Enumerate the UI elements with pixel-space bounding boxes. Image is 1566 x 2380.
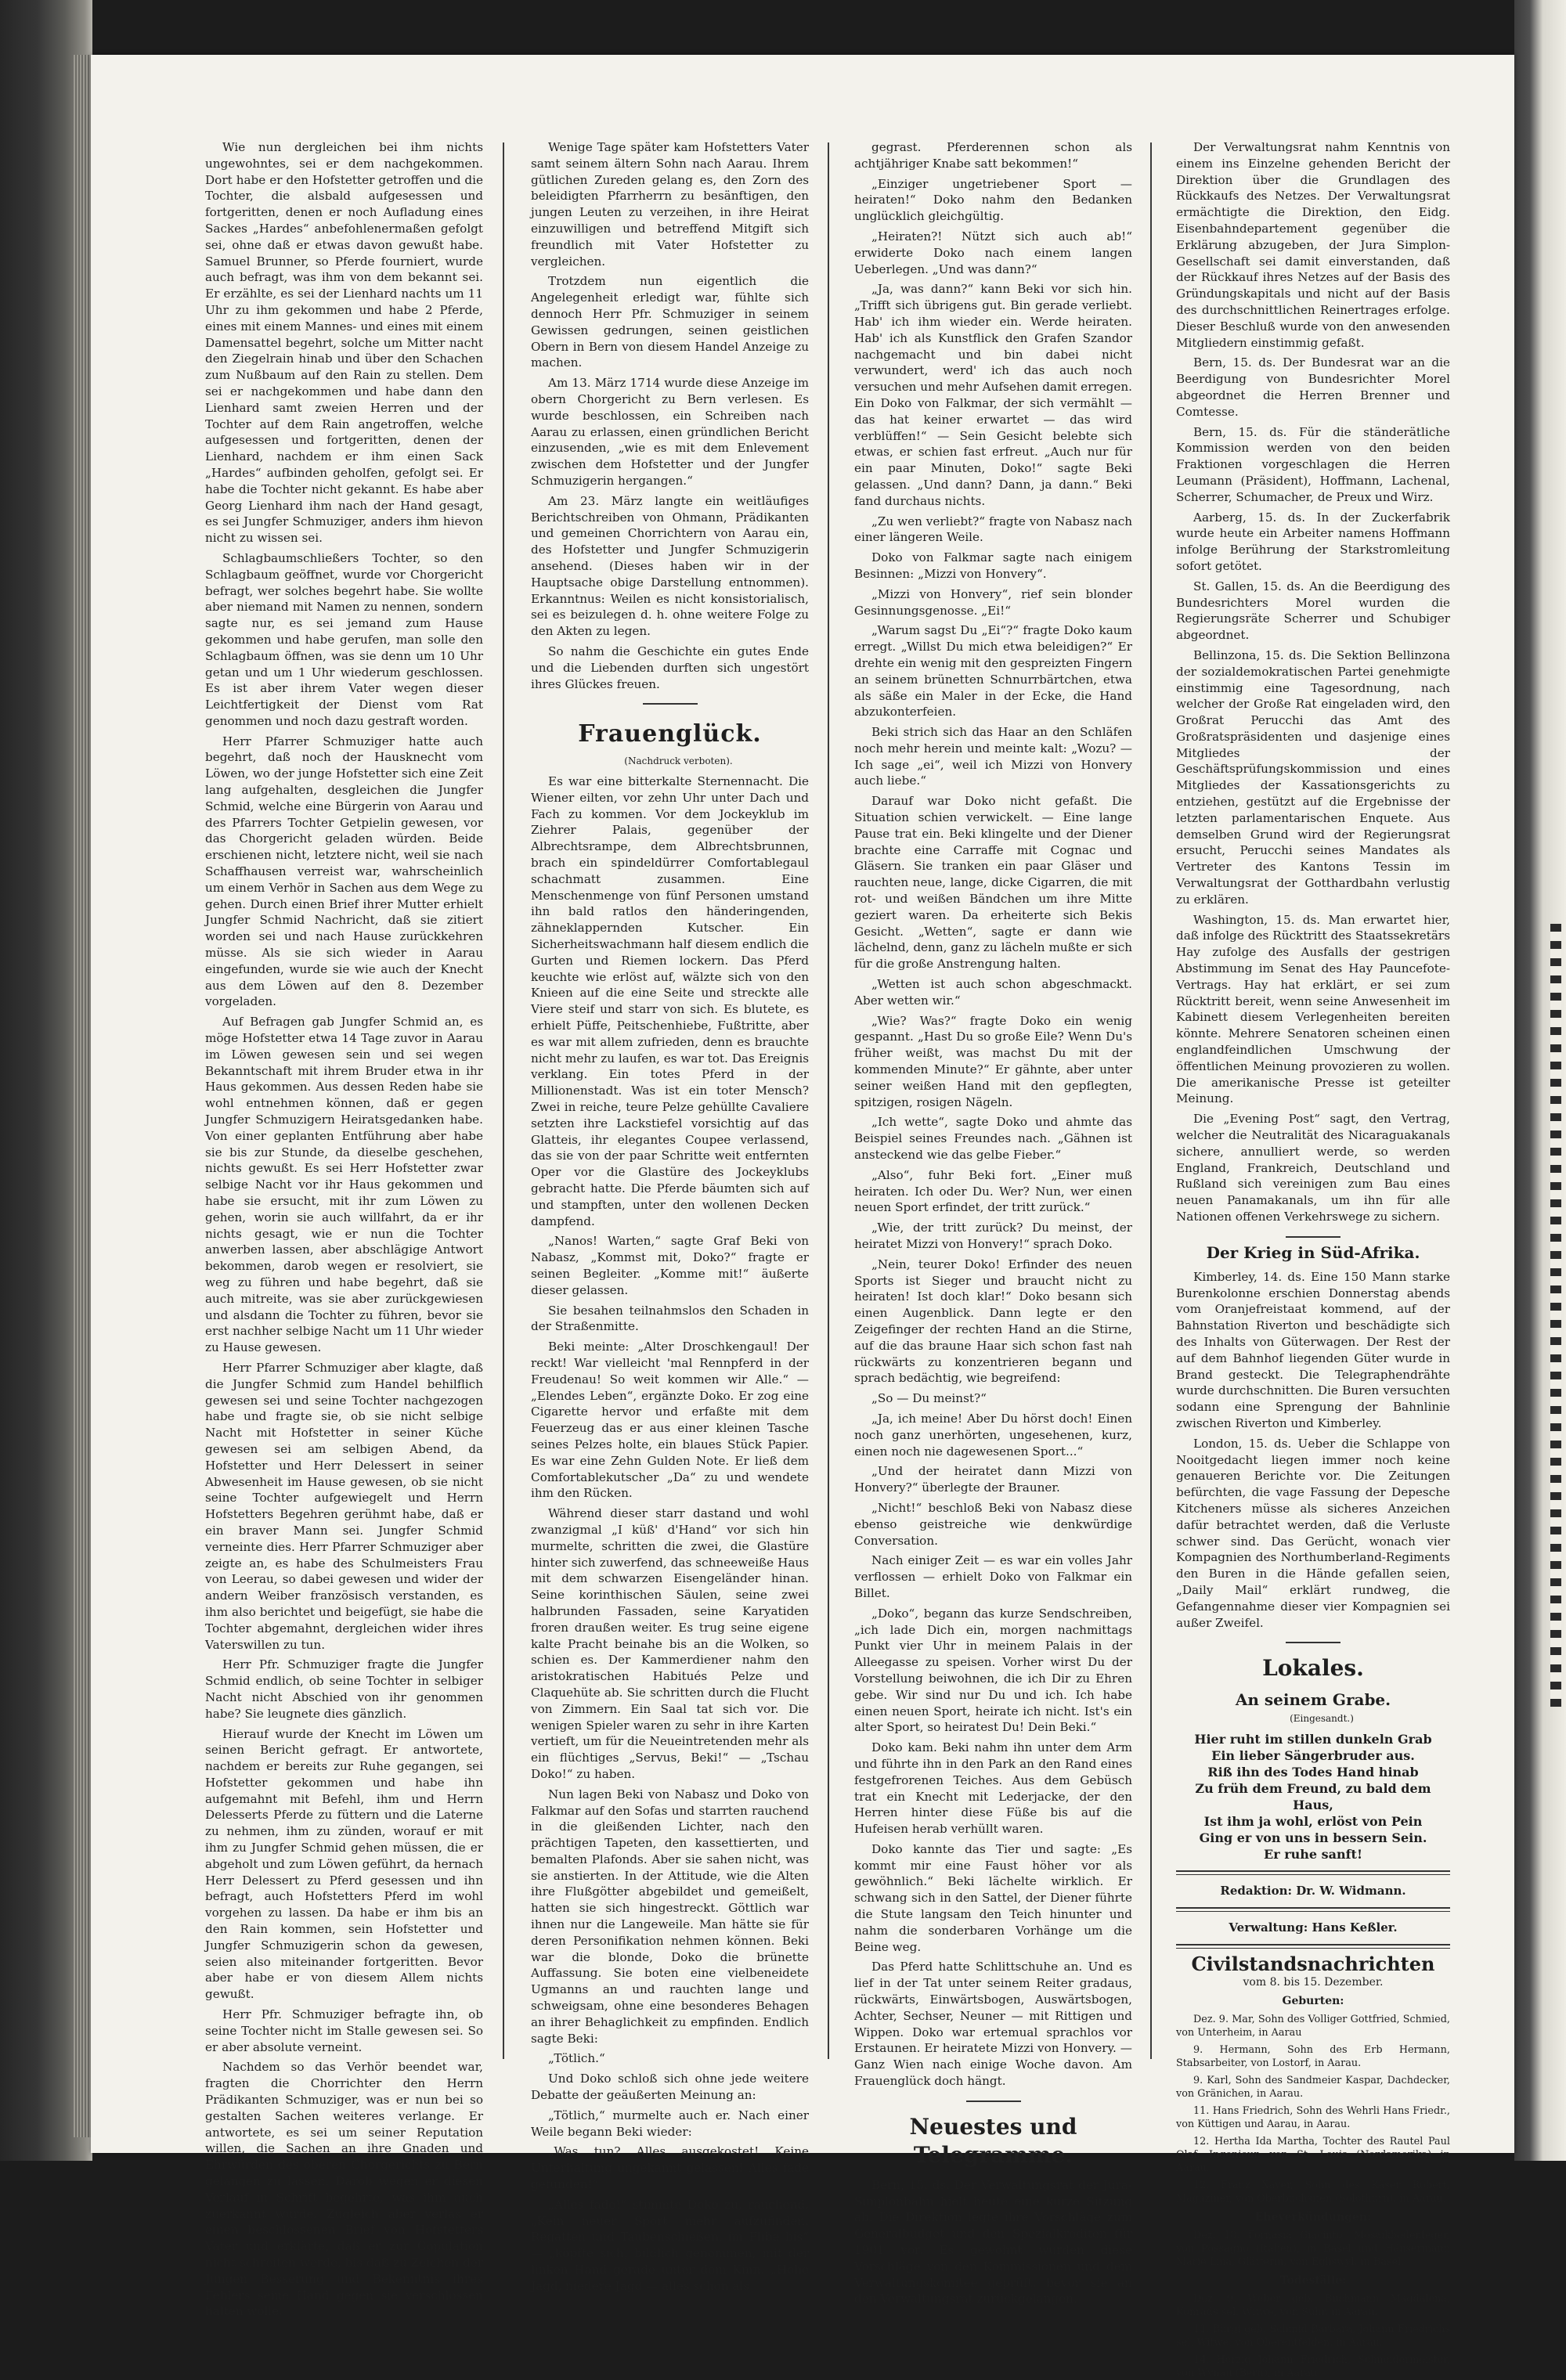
paragraph: Bern, 15. ds. Für die ständerätliche Kommission werden von den beiden Fraktionen vorgeschlagen die Herren Leumann (Präsident), Hoffmann, Lachenal, Scherrer, Schumacher, de Preux und Wirz.	[1176, 424, 1450, 504]
civil-entry: Dez. 9. Weber geb. Buchmann Magdalena, Konrads sel. Witwe, von Suhr, in Aarau.	[1176, 2292, 1450, 2318]
paragraph: Das Pferd hatte Schlittschuhe an. Und es lief in der Tat unter seinem Reiter gradaus, rückwärts, Einwärtsbogen, Auswärtsbogen, Achter, Sechser, Neuner — mit Rittigen und Wippen. Doko war ertemual sprachlos vor Erstaunen. Er heiratete Mizzi von Honvery. — Ganz Wien nach einige Woche davon. Am Frauenglück doch hängt.	[854, 1960, 1132, 2089]
poem-line: Ein lieber Sängerbruder aus.	[1211, 1748, 1415, 1764]
paragraph: Darauf war Doko nicht gefaßt. Die Situation schien verwickelt. — Eine lange Pause trat ein. Beki klingelte und der Diener brachte eine Carraffe mit Cognac und Gläsern. Sie tranken ein paar Gläser und rauchten neue, lange, dicke Cigarren, die mit rot- und weißen Bändchen um ihre Mitte geziert waren. Da erheiterte sich Bekis Gesicht. „Wetten“, sagte er dann wie lächelnd, denn, ganz zu lächeln mußte er sich für die große Anstrengung halten.	[854, 794, 1132, 972]
separator-rule	[643, 703, 698, 705]
paragraph: So nahm die Geschichte ein gutes Ende und die Liebenden durften sich ungestört ihres Glückes freuen.	[531, 644, 809, 691]
paragraph: Herr Pfr. Schmuziger fragte die Jungfer Schmid endlich, ob seine Tochter in selbiger Nacht nicht Abschied von ihr genommen habe? Sie leugnete dies gänzlich.	[205, 1657, 483, 1721]
civil-entry: 12. Hertha Ida Martha, Tochter des Rautel Paul Olaf, Ingenieur, von St. Louis (Nordamerika) in Aarau.	[1176, 2136, 1450, 2175]
paragraph: „Und der heiratet dann Mizzi von Honvery?“ überlegte der Brauner.	[854, 1464, 1132, 1495]
paragraph: „Nein, teurer Doko! Erfinder des neuen Sports ist Sieger und braucht nicht zu heiraten! Ist doch klar!“ Doko besann sich einen Augenblick. Dann legte er den Zeigefinger der rechten Hand an die Stirne, auf die das braune Haar sich schon fast nah rückwärts zu konzentrieren begann und sprach bedächtig, wie begreifend:	[854, 1257, 1132, 1386]
paragraph: „Warum sagst Du „Ei“?“ fragte Doko kaum erregt. „Willst Du mich etwa beleidigen?“ Er drehte ein wenig mit den gespreizten Fingern an seinem brünetten Schnurrbärtchen, etwa als säße ein Maler in der Ecke, die Hand abzukonterfeien.	[854, 623, 1132, 719]
paragraph: „Heiraten?! Nützt sich auch ab!“ erwiderte Doko nach einem langen Ueberlegen. „Und was dann?“	[854, 229, 1132, 276]
paragraph: „Mizzi von Honvery“, rief sein blonder Gesinnungsgenosse. „Ei!“	[854, 586, 1132, 618]
column-4	[1176, 139, 1450, 2379]
editor-line: Redaktion: Dr. W. Widmann.	[1220, 1884, 1406, 1899]
war-section-title: Der Krieg in Süd-Afrika.	[1206, 1242, 1420, 1262]
story-title: Frauenglück.	[578, 720, 762, 748]
newspaper-page	[91, 55, 1514, 2379]
paragraph: „Ja, was dann?“ kann Beki vor sich hin. „Trifft sich übrigens gut. Bin gerade verliebt. Hab' ich ihm wieder ein. Werde heiraten. Hab' ich als Kunstflick den Grafen Szandor nachgemacht und bin dabei nicht verwundert, werd' ich das auch noch versuchen und mehr Aufsehen damit erregen. Ein Doko von Falkmar, der sich vermählt — das hat keiner erwartet — das wird verblüffen!“ — Sein Gesicht belebte sich etwas, er schien fast erfreut. „Auch nur für ein paar Minuten, Doko!“ sagte Beki gelassen. „Und dann? Dann, ja dann.“ Beki fand durchaus nichts.	[854, 282, 1132, 508]
paragraph: Doko kam. Beki nahm ihn unter dem Arm und führte ihn in den Park an den Rand eines festgefrorenen Teiches. Aus dem Gebüsch trat ein Knecht mit Lederjacke, der den Herren hinter diese Füße bis auf die Hufeisen herab verhüllt waren.	[854, 1740, 1132, 1837]
civil-records-range: vom 8. bis 15. Dezember.	[1243, 1975, 1384, 1989]
publisher-line: Verwaltung: Hans Keßler.	[1229, 1920, 1398, 1935]
paragraph: Beki strich sich das Haar an den Schläfen noch mehr herein und meinte kalt: „Wozu? — Ich sage „ei“, weil ich Mizzi von Honvery auch liebe.“	[854, 725, 1132, 788]
column-rule	[1150, 142, 1152, 2059]
poem-line: Hier ruht im stillen dunkeln Grab	[1194, 1732, 1432, 1747]
paragraph: Herr Pfr. Schmuziger befragte ihn, ob seine Tochter nicht im Stalle gewesen sei. So er aber absolute verneint.	[205, 2007, 483, 2054]
paragraph: „Tötlich.“	[548, 2051, 605, 2066]
paragraph: Washington, 15. ds. Man erwartet hier, daß infolge des Rücktritt des Staatssekretärs Hay zufolge des Ausfalls der gestrigen Abstimmung im Senat des Hay Pauncefote-Vertrags. Hay hat erklärt, er sei zum Rücktritt bereit, wenn seine Anwesenheit im Kabinett diesem Verlegenheiten bereiten könnte. Mehrere Senatoren scheinen einen englandfeindlichen Umschwung der öffentlichen Meinung provozieren zu wollen. Die amerikanische Presse ist geteilter Meinung.	[1176, 912, 1450, 1106]
paragraph: Bern, 15. ds. Der Verwaltungsrat der Jura-Simplonbahn hielt heute eine kurze Sitzung ab. Die Direktion legte ihre Vorschläge zum Generalbudget und den Spezialkrediten für 1901 vor. Es gewohnt wurden diese Vorschläge von den Kommissionen und dem Verwaltungskomitee geprüft, bevor sie an den Verwaltungsrat zurückgelangen.	[854, 2177, 1132, 2306]
paragraph: Doko kannte das Tier und sagte: „Es kommt mir eine Faust höher vor als gewöhnlich.“ Beki lächelte wirklich. Er schwang sich in den Sattel, der Diener führte die Stute langsam den Teich hinunter und nahm die sonderbaren Vorhänge um die Beine weg.	[854, 1841, 1132, 1954]
deaths-heading: Todesfälle:	[1279, 2274, 1347, 2287]
civil-entry: 11. Bürgi geb. Schmid Barbara, Johann Friedrichs sel. Witwe, von Oberentfelden, in Aarau.	[1176, 2323, 1450, 2349]
paragraph: „Was tun? Alles ausgekostet! Keine Unterhaltung ungekannt gelassen! Alles fade gefunden!“	[531, 2144, 809, 2192]
paragraph: Kimberley, 14. ds. Eine 150 Mann starke Burenkolonne erschien Donnerstag abends vom Oranjefreistaat kommend, auf der Bahnstation Riverton und beschädigte sich des Inhalts von Güterwagen. Der Rest der auf dem Bahnhof liegenden Güter wurde in Brand gesteckt. Die Telegraphendrähte wurde durchschnitten. Die Buren versuchten sodann eine Sprengung der Bahnlinie zwischen Riverton und Kimberley.	[1176, 1269, 1450, 1430]
paragraph: „Alles fade!“ stimmte Doko zu, rauchend. „Kein neuer Sport mehr aufzufinden. Regatten und Taubenschießen, im Flibe bis“ — „köpfte sich, bildlich genommen, mit der linken Hand gerade unter dem Kinn. „Hohe Jagd, niedere Jagd — alles schon als	[531, 2197, 809, 2293]
paragraph: Sie besahen teilnahmslos den Schaden in der Straßenmitte.	[531, 1303, 809, 1334]
column-rule	[503, 142, 504, 2059]
paragraph: „Einziger ungetriebener Sport — heiraten!“ Doko nahm den Bedanken unglücklich gleichgültig.	[854, 176, 1132, 224]
column-rule	[828, 142, 829, 2059]
poem-line: Riß ihn des Todes Hand hinab	[1207, 1765, 1419, 1780]
column-3	[854, 139, 1132, 2306]
paragraph: Wie nun dergleichen bei ihm nichts ungewohntes, sei er dem nachgekommen. Dort habe er den Hofstetter getroffen und die Tochter, die alsbald aufgesessen und fortgeritten, denen er noch Aufladung eines Sackes „Hardes“ anbefohlenermaßen gefolgt sei, ohne daß er etwas davon gewußt habe. Samuel Brunner, so Pferde fourniert, wurde auch befragt, was ihm von dem bekannt sei. Er erzählte, es sei der Lienhard nachts um 11 Uhr zu ihm gekommen und habe 2 Pferde, eines mit einem Mannes- und eines mit einem Damensattel begehrt, solche um Mitter nacht den Ziegelrain hinab und über den Schachen zum Nußbaum auf den Rain zu stellen. Dem sei er nachgekommen und habe dann den Lienhard samt zweien Herren und der Tochter auf dem Rain angetroffen, welche aufgesessen und fortgeritten, denen der Lienhard, nachdem er ihm einen Sack „Hardes“ aufbinden geholfen, gefolgt sei. Er habe die Tochter nicht gekannt. Es habe aber Georg Lienhard ihm nach der Hand gesagt, es sei Jungfer Schmuziger, anders ihm hievon nicht zu wissen sei.	[205, 140, 483, 546]
paragraph: „Wetten ist auch schon abgeschmackt. Aber wetten wir.“	[854, 977, 1132, 1008]
lokales-title: Lokales.	[1262, 1655, 1364, 1682]
paragraph: Am 13. März 1714 wurde diese Anzeige im obern Chorgericht zu Bern verlesen. Es wurde beschlossen, ein Schreiben nach Aarau zu erlassen, einen gründlichen Bericht einzusenden, „wie es mit dem Enlevement zwischen dem Hofstetter und der Jungfer Schmuzigerin hergangen.“	[531, 376, 809, 488]
paragraph: „Ja, ich meine! Aber Du hörst doch! Einen noch ganz unerhörten, ungesehenen, kurz, einen noch nie dagewesenen Sport...“	[854, 1411, 1132, 1459]
paragraph: Nachdem so das Verhör beendet war, fragten die Chorrichter den Herrn Prädikanten Schmuziger, was er nun bei so gestalten Sachen weiteres verlange. Er antwortete, es sei um seiner Reputation willen, die Sachen an ihre Gnaden und Ehrwürden des oberen Chorgerichts zu Bern gelangen zu lassen. Darob wegen er diesen Verlauf in Schrift begehrte, was ihm auch zuerkannt wurde. Zugleich aber verlas er einen beschlossenen Brief von Hofstetters Vater und erklärte, daß er zur Copulation nicht schreiten werde, bis daß zu Zeichen der Jungen Besserung und Bekenntnis ihres Fehlers seine Hand gegen sie verschlossen halten wolle.	[205, 2060, 483, 2319]
poem-line: Ging er von uns in bessern Sein.	[1199, 1830, 1427, 1846]
poem-line: Ist ihm ja wohl, erlöst von Pein	[1203, 1814, 1423, 1830]
paragraph: Am 23. März langte ein weitläufiges Berichtschreiben von Ohmann, Prädikanten und gemeinen Chorrichtern von Aarau ein, des Hofstetter und Jungfer Schmuzigerin ansehend. (Dieses haben wir in der Hauptsache obige Darstellung entnommen). Erkanntnus: Weilen es nicht konsistorialisch, sei es beizulegen d. h. ohne weitere Folge zu den Akten zu legen.	[531, 493, 809, 639]
poem-note: (Eingesandt.)	[1290, 1713, 1354, 1725]
paragraph: Herr Pfarrer Schmuziger hatte auch begehrt, daß noch der Hausknecht vom Löwen, wo der junge Hofstetter sich eine Zeit lang aufgehalten, desgleichen die Jungfer Schmid, welche eine Bürgerin von Aarau und des Pfarrers Tochter Getpielin gewesen, vor das Chorgericht geladen würden. Beide erschienen nicht, letztere nicht, weil sie nach Schaffhausen verreist war, wahrscheinlich um einem Verhör in Sachen aus dem Wege zu gehen. Durch einen Brief ihrer Mutter erhielt Jungfer Schmid Nachricht, daß sie zitiert worden sei und nach Hause zurückkehren müsse. Als sie sich wieder in Aarau eingefunden, wurde sie wie auch der Knecht aus dem Löwen auf den 8. Dezember vorgeladen.	[205, 734, 483, 1009]
paragraph: „Wie, der tritt zurück? Du meinst, der heiratet Mizzi von Honvery!“ sprach Doko.	[854, 1221, 1132, 1251]
paragraph: „Zu wen verliebt?“ fragte von Nabasz nach einer längeren Weile.	[854, 514, 1132, 545]
paragraph: Trotzdem nun eigentlich die Angelegenheit erledigt war, fühlte sich dennoch Herr Pfr. Schmuziger in seinem Gewissen gedrungen, seinen geistlichen Obern in Bern von diesem Handel Anzeige zu machen.	[531, 274, 809, 370]
paragraph: „So — Du meinst?“	[871, 1391, 987, 1406]
double-rule	[1176, 1907, 1450, 1912]
paragraph: Nun lagen Beki von Nabasz und Doko von Falkmar auf den Sofas und starrten rauchend in die gleißenden Lichter, nach den prächtigen Tapeten, den kassettierten, und bemalten Plafonds. Aber sie sahen nicht, was sie anstierten. In der Attitude, wie die Alten ihre Flußgötter abgebildet und gemeißelt, hatten sie sich hingestreckt. Göttlich war ihnen nur die Langeweile. Man hätte sie für deren Personifikation nehmen können. Beki war die blonde, Doko die brünette Auffassung. Sie boten eine vielbeneidete Ugmanns an und rauchten lange und schweigsam, ohne eine besonderes Behagen an ihrer Behaglichkeit zu empfinden. Endlich sagte Beki:	[531, 1787, 809, 2046]
paragraph: Während dieser starr dastand und wohl zwanzigmal „I küß' d'Hand“ vor sich hin murmelte, schritten die zwei, die Glastüre hinter sich zuwerfend, das schneeweiße Haus mit dem schwarzen Eisengeländer hinan. Seine korinthischen Säulen, seine zwei halbrunden Fassaden, seine Karyatiden froren draußen weiter. Es trug seine eigene kalte Pracht beinahe bis an die Wolken, so schien es. Der Kammerdiener nahm den aristokratischen Habitués Pelze und Claquehüte ab. Sie schritten durch die Flucht von Zimmern. Ein Saal tat sich vor. Die wenigen Spieler waren zu sehr in ihre Karten vertieft, um für die Neueintretenden mehr als ein flüchtiges „Servus, Beki!“ — „Tschau Doko!“ zu haben.	[531, 1506, 809, 1781]
civil-entry: 11. Hans Friedrich, Sohn des Wehrli Hans Friedr., von Küttigen und Aarau, in Aarau.	[1176, 2105, 1450, 2131]
paragraph: St. Gallen, 15. ds. An die Beerdigung des Bundesrichters Morel wurden die Regierungsräte Scherrer und Schubiger abgeordnet.	[1176, 579, 1450, 643]
poem-line: Er ruhe sanft!	[1264, 1847, 1362, 1863]
paragraph: „Tötlich,“ murmelte auch er. Nach einer Weile begann Beki wieder:	[531, 2108, 809, 2139]
paragraph: Beki meinte: „Alter Droschkengaul! Der reckt! War vielleicht 'mal Rennpferd in der Freudenau! So weit kommen wir Alle.“ — „Elendes Leben“, ergänzte Doko. Er zog eine Cigarette hervor und erfaßte mit dem Feuerzeug das er aus einer kleinen Tasche seines Pelzes holte, ein blaues Stück Papier. Es war eine Zehn Gulden Note. Er ließ dem Comfortablekutscher „Da“ zu und wendete ihm den Rücken.	[531, 1340, 809, 1501]
separator-rule	[1286, 1642, 1340, 1643]
column-2	[531, 139, 809, 2293]
paragraph: „Also“, fuhr Beki fort. „Einer muß heiraten. Ich oder Du. Wer? Nun, wer einen neuen Sport erfindet, der tritt zurück.“	[854, 1167, 1132, 1215]
paragraph: „Ich wette“, sagte Doko und ahmte das Beispiel seines Freundes nach. „Gähnen ist ansteckend wie das gelbe Fieber.“	[854, 1115, 1132, 1163]
civil-entry: Dez. 18. Fornasia Giacinto, Mosaikbodenleger, von Possagno (Italien), in Basel und Häusermann Marie Lina, Glätterin, von Egliswyl, in Basel.	[1176, 2229, 1450, 2268]
paragraph: „Wie? Was?“ fragte Doko ein wenig gespannt. „Hast Du so große Eile? Wenn Du's früher weißt, was machst Du mit der kommenden Minute?“ Er gähnte, aber unter seiner weißen Hand mit den gepflegten, spitzigen, rosigen Nägeln.	[854, 1013, 1132, 1109]
section-title-telegrams: Neuestes und Telegramme.	[909, 2113, 1077, 2168]
civil-entry: 9. Hermann, Sohn des Erb Hermann, Stabsarbeiter, von Lostorf, in Aarau.	[1176, 2044, 1450, 2070]
births-heading: Geburten:	[1282, 1995, 1344, 2008]
civil-entry: 9. Karl, Sohn des Sandmeier Kaspar, Dachdecker, von Gränichen, in Aarau.	[1176, 2075, 1450, 2101]
paragraph: Aarberg, 15. ds. In der Zuckerfabrik wurde heute ein Arbeiter namens Hoffmann infolge Berührung der Starkstromleitung sofort getötet.	[1176, 510, 1450, 573]
double-rule	[1176, 1870, 1450, 1875]
civil-records-title: Civilstandsnachrichten	[1191, 1952, 1435, 1975]
paragraph: Bern, 15. ds. Der Bundesrat war an die Beerdigung von Bundesrichter Morel abgeordnet die Herren Brenner und Comtesse.	[1176, 355, 1450, 419]
separator-rule	[966, 2101, 1021, 2102]
civil-entry: 12. Franz Xaver, Sohn des Käser Robert, Magaziner, von Oberbuchsiten (Solothurn), in Aarau.	[1176, 2180, 1450, 2205]
poem-line: Zu früh dem Freund, zu bald dem Haus,	[1195, 1781, 1431, 1813]
paragraph: Bellinzona, 15. ds. Die Sektion Bellinzona der sozialdemokratischen Partei genehmigte einstimmig eine Tagesordnung, nach welcher der Große Rat eingeladen wird, den Großrat Perucchi das Amt des Großratspräsidenten und dasjenige eines Mitgliedes der Geschäftsprüfungskommission und eines Mitgliedes der Kassationsgerichts zu entziehen, gestützt auf die Ergebnisse der letzten parlamentarischen Enquete. Aus demselben Grund wird der Regierungsrat ersucht, Perucchi seines Mandates als Vertreter des Kantons Tessin im Verwaltungsrat der Gotthardbahn verlustig zu erklären.	[1176, 647, 1450, 907]
poem-title: An seinem Grabe.	[1235, 1690, 1391, 1710]
marriages-heading: Eheverkündungen:	[1254, 2211, 1372, 2224]
paragraph: London, 15. ds. Ueber die Schlappe von Nooitgedacht liegen immer noch keine genaueren Berichte vor. Die Zeitungen befürchten, die vage Fassung der Depesche Kitcheners müsse als sicheres Anzeichen dafür betrachtet werden, daß die Verluste schwer sind. Das Gerücht, wonach vier Kompagnien des Northumberland-Regiments den Buren in die Hände gefallen seien, „Daily Mail“ erklärt rundweg, die Gefangennahme dieser vier Kompagnien sei außer Zweifel.	[1176, 1436, 1450, 1630]
paragraph: „Nicht!“ beschloß Beki von Nabasz diese ebenso geistreiche wie denkwürdige Conversation.	[854, 1500, 1132, 1548]
paragraph: Die „Evening Post“ sagt, den Vertrag, welcher die Neutralität des Nicaraguakanals sichere, annulliert werde, so werden England, Frankreich, Deutschland und Rußland sich vereinigen zum Bau eines neuen Panamakanals, um ihn für alle Nationen offenen Verkehrswege zu sichern.	[1176, 1112, 1450, 1224]
paragraph: Schlagbaumschließers Tochter, so den Schlagbaum geöffnet, wurde vor Chorgericht befragt, wer solches begehrt habe. Sie wollte aber niemand mit Namen zu nennen, sondern sagte nur, es sei jemand zum Hause gekommen und habe gerufen, man solle den Schlagbaum öffnen, was sie denn um 10 Uhr getan und um 1 Uhr wiederum geschlossen. Es ist aber ihrem Vater wegen dieser Leichtfertigkeit der Dienst vom Rat genommen und noch dazu gestraft worden.	[205, 550, 483, 728]
facing-page-edge	[1514, 0, 1566, 2161]
reprint-note: (Nachdruck verboten).	[624, 755, 733, 767]
paragraph: Es war eine bitterkalte Sternennacht. Die Wiener eilten, vor zehn Uhr unter Dach und Fach zu kommen. Vor dem Jockeyklub im Ziehrer Palais, gegenüber der Albrechtsrampe, dem Albrechtsbrunnen, brach ein spindeldürrer Comfortablegaul schachmatt zusammen. Eine Menschenmenge von fünf Personen umstand ihn bald ratlos den händeringenden, zähneklappernden Kutscher. Ein Sicherheitswachmann half diesem endlich die Gurten und Riemen lockern. Das Pferd keuchte wie erlöst auf, wälzte sich von den Knieen auf die eine Seite und streckte alle Viere steif und starr von sich. Es blutete, es erhielt Püffe, Peitschenhiebe, Fußtritte, aber es war mit allem zufrieden, denn es brauchte nicht mehr zu laufen, es war tot. Das Ereignis verklang. Ein totes Pferd in der Millionenstadt. Was ist ein toter Mensch? Zwei in reiche, teure Pelze gehüllte Cavaliere setzten ihre Lackstiefel vorsichtig auf das Glatteis, ihr elegantes Coupee verlassend, das sie von der paar Schritte weit entfernten Oper vor die Glastüre des Jockeyklubs gebracht hatte. Die Pferde bäumten sich auf und stampften, unter den wollenen Decken dampfend.	[531, 774, 809, 1228]
paragraph: Der Verwaltungsrat nahm Kenntnis von einem ins Einzelne gehenden Bericht der Direktion über die Grundlagen des Rückkaufs des Netzes. Der Verwaltungsrat ermächtigte die Direktion, den Eidg. Eisenbahndepartement gegenüber die Erklärung abzugeben, der Jura Simplon-Gesellschaft sei damit einverstanden, daß der Rückkauf ihres Netzes auf der Basis des Gründungskapitals und nicht auf der Basis des durchschnittlichen Reinertrages erfolge. Dieser Beschluß wurde von den anwesenden Mitgliedern einstimmig gefaßt.	[1176, 140, 1450, 350]
facing-page-text-fragment	[1550, 924, 1561, 1707]
paragraph: Doko von Falkmar sagte nach einigem Besinnen: „Mizzi von Honvery“.	[854, 550, 1132, 581]
paragraph: Herr Pfarrer Schmuziger aber klagte, daß die Jungfer Schmid zum Handel behilflich gewesen sei und seine Tochter nachgezogen habe und fragte sie, ob sie nicht selbige Nacht mit Hofstetter in seiner Küche gewesen sei am selbigen Abend, da Hofstetter und Herr Delessert in seiner Abwesenheit im Hause gewesen, ob sie nicht seine Tochter aufgewiegelt und Herrn Hofstetters Begehren gerühmt habe, daß er ein braver Mann sei. Jungfer Schmid verneinte dies. Herr Pfarrer Schmuziger aber zeigte an, es habe des Schulmeisters Frau von Leerau, so dabei gewesen und wider der andern Weiber französisch verstanden, es ihm also berichtet und beigefügt, sie habe die Tochter abgemahnt, dergleichen wider ihres Vaterswillen zu tun.	[205, 1360, 483, 1652]
paragraph: gegrast. Pferderennen schon als achtjähriger Knabe satt bekommen!“	[854, 140, 1132, 171]
paragraph: „Doko“, begann das kurze Sendschreiben, „ich lade Dich ein, morgen nachmittags Punkt vier Uhr in meinem Palais in der Alleegasse zu speisen. Vorher wirst Du der Vorstellung beiwohnen, die ich Dir zu Ehren gebe. Wir sind nur Du und ich. Ich habe einen neuen Sport, heirate ich nicht. Ist's ein alter Sport, so heiratest Du! Dein Beki.“	[854, 1606, 1132, 1735]
civil-entry: Dez. 9. Mar, Sohn des Volliger Gottfried, Schmied, von Unterheim, in Aarau	[1176, 2014, 1450, 2039]
column-1	[205, 139, 483, 2319]
paragraph: Hierauf wurde der Knecht im Löwen um seinen Bericht gefragt. Er antwortete, nachdem er bereits zur Ruhe gegangen, sei Hofstetter gekommen und habe ihn aufgemahnt mit Befehl, ihm und Herrn Delesserts Pferde zu füttern und die Laterne zu nehmen, ihm zu zünden, worauf er mit ihm zu Jungfer Schmid gehen müssen, die er abgeholt und zum Löwen geführt, da hernach Herr Delessert zu Pferd gesessen und ihn befragt, auch Hofstetters Pferd im wohl vorgehen zu lassen. Da habe er ihm bis an den Rain kommen, sein Hofstetter und Jungfer Schmuzigerin schon da gewesen, seien also miteinander fortgeritten. Bevor aber habe er von diesem Allem nichts gewußt.	[205, 1726, 483, 2002]
civil-entry: 14. Herzig Johann Friedrich, Schneidermeister, von Wynau (Bern), in Aarau.	[1176, 2353, 1450, 2379]
paragraph: Wenige Tage später kam Hofstetters Vater samt seinem ältern Sohn nach Aarau. Ihrem gütlichen Zureden gelang es, den Zorn des beleidigten Pfarrherrn zu besänftigen, den jungen Leuten zu verzeihen, in ihre Heirat einzuwilligen und betreffend Mitgift sich freundlich mit Vater Hofstetter zu vergleichen.	[531, 140, 809, 269]
paragraph: Nach einiger Zeit — es war ein volles Jahr verflossen — erhielt Doko von Falkmar ein Billet.	[854, 1553, 1132, 1600]
paragraph: Auf Befragen gab Jungfer Schmid an, es möge Hofstetter etwa 14 Tage zuvor in Aarau im Löwen gewesen sein und sei wegen Bekanntschaft mit ihrem Bruder etwa in ihr Haus gekommen. Aus dessen Reden habe sie wohl entnehmen können, daß er gegen Jungfer Schmuzigern Heiratsgedanken habe. Von einer geplanten Entführung aber habe sie bis zur Stunde, da dieselbe geschehen, nichts gewußt. Es sei Herr Hofstetter zwar selbige Nacht vor ihr Haus gekommen und habe sie ersucht, mit ihr zum Löwen zu gehen, worin sie auch willfahrt, da er ihr nichts gesagt, wie er nun die Tochter anwerben lassen, aber abschlägige Antwort bekommen, darob wegen er resolviert, sie weg zu führen und habe begehrt, daß sie auch mitreite, was sie aber zurückgewiesen und alsdann die Tochter zu führen, bevor sie erst nachher selbige Nacht um 11 Uhr wieder zu Hause gewesen.	[205, 1015, 483, 1355]
separator-rule	[1286, 1236, 1340, 1238]
double-rule	[1176, 1944, 1450, 1949]
paragraph: „Nanos! Warten,“ sagte Graf Beki von Nabasz, „Kommst mit, Doko?“ fragte er seinen Begleiter. „Komme mit!“ äußerte dieser gelassen.	[531, 1234, 809, 1297]
paragraph: Und Doko schloß sich ohne jede weitere Debatte der geäußerten Meinung an:	[531, 2072, 809, 2103]
